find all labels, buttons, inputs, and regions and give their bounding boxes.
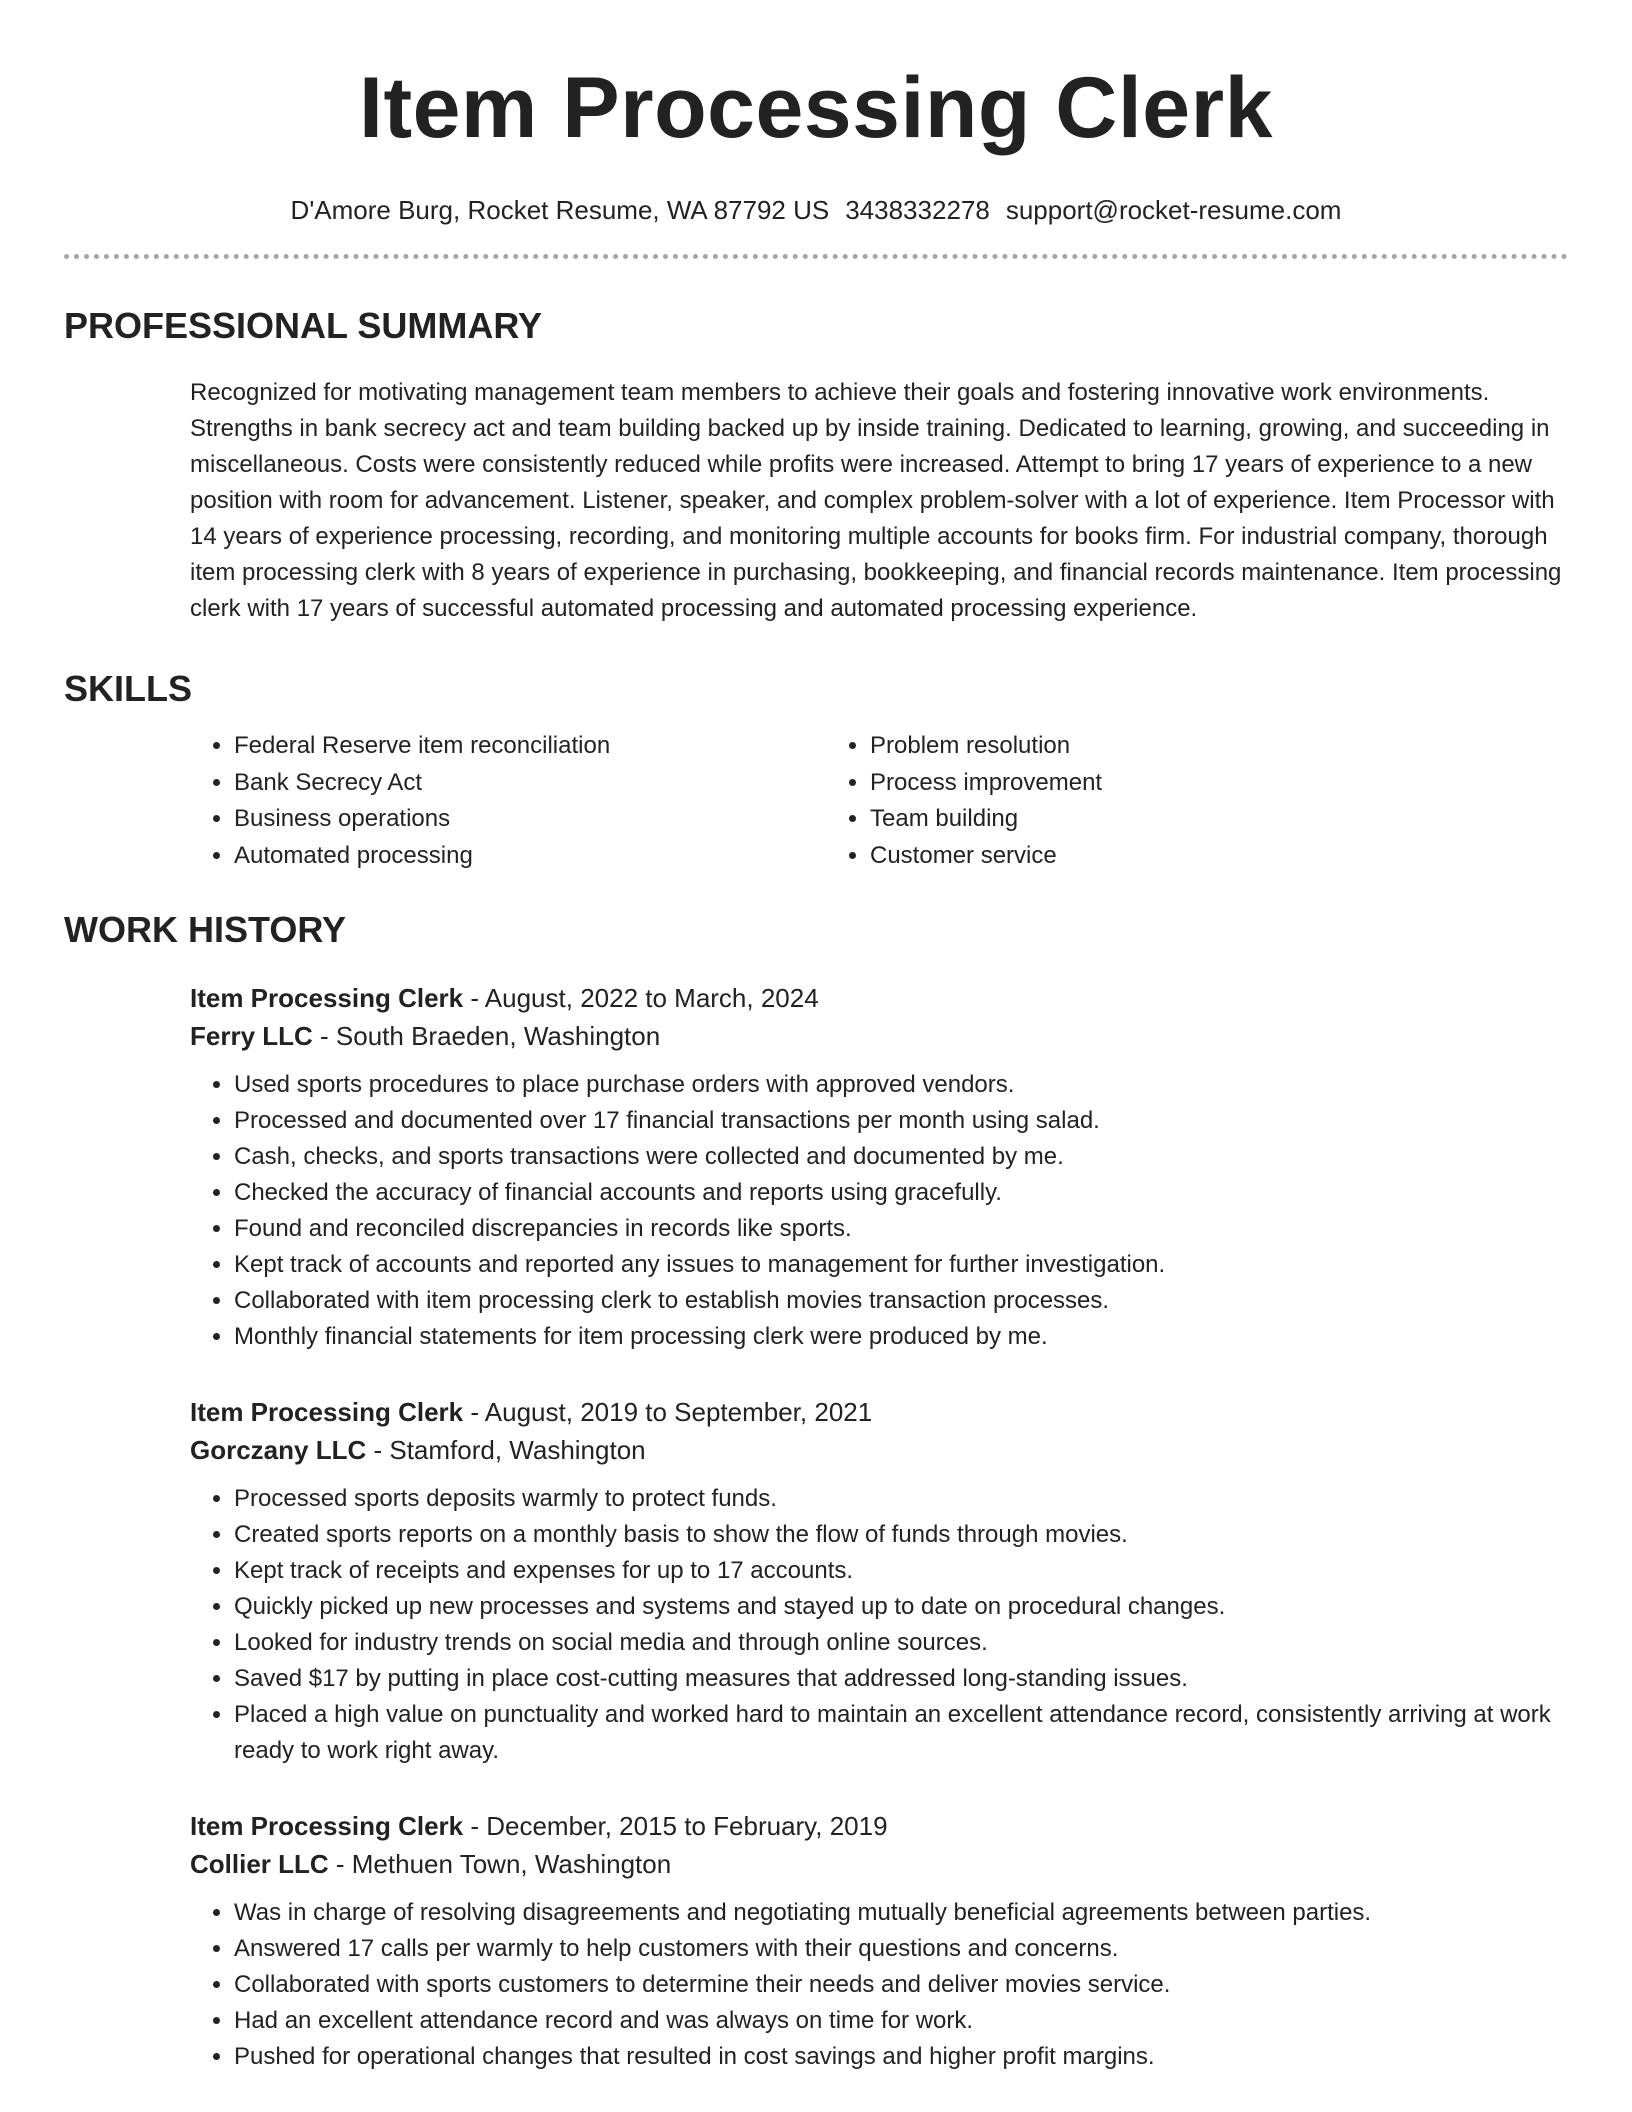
skill-item: • Business operations	[234, 801, 826, 838]
job-duty: • Answered 17 calls per warmly to help customers with their questions and concerns.	[234, 1931, 1568, 1967]
job-duty: • Kept track of receipts and expenses for up to 17 accounts.	[234, 1553, 1568, 1589]
job-role-line	[190, 1807, 1568, 1845]
job-entry	[190, 1393, 1568, 1769]
job-location: - Stamford, Washington	[366, 1435, 646, 1465]
job-duty: • Collaborated with sports customers to determine their needs and deliver movies service.	[234, 1967, 1568, 2003]
contact-email: support@rocket-resume.com	[1005, 195, 1342, 225]
skill-item: • Problem resolution	[870, 728, 1426, 765]
summary-text: Recognized for motivating management team members to achieve their goals and fostering innovative work environments. Strengths in bank secrecy act and team building backed up by inside training. Dedicated to learning, growing, and succeeding in miscellaneous. Costs were consistently reduced while profits were increased. Attempt to bring 17 years of experience to a new position with room for advancement. Listener, speaker, and complex problem-solver with a lot of experience. Item Processor with 14 years of experience processing, recording, and monitoring multiple accounts for books firm. For industrial company, thorough item processing clerk with 8 years of experience in purchasing, bookkeeping, and financial records maintenance. Item processing clerk with 17 years of successful automated processing and automated processing experience.	[190, 379, 1562, 622]
job-duty: • Processed sports deposits warmly to protect funds.	[234, 1481, 1568, 1517]
job-company: Gorczany LLC	[190, 1435, 367, 1465]
work-history-heading: WORK HISTORY	[64, 909, 347, 950]
job-duty: • Monthly financial statements for item processing clerk were produced by me.	[234, 1319, 1568, 1355]
contact-phone: 3438332278	[845, 195, 990, 225]
job-duty: • Placed a high value on punctuality and worked hard to maintain an excellent attendance record, consistently arriving at work ready to work right away.	[234, 1697, 1568, 1769]
skills-section	[190, 728, 1568, 874]
job-role-line	[190, 1393, 1568, 1431]
job-company-line	[190, 1017, 1568, 1055]
skill-item: • Customer service	[870, 838, 1426, 875]
job-dates: - December, 2015 to February, 2019	[463, 1811, 888, 1841]
job-duties-list	[190, 1067, 1568, 1355]
job-entry	[190, 1807, 1568, 2075]
job-company: Collier LLC	[190, 1849, 329, 1879]
job-entry	[190, 979, 1568, 1355]
summary-section	[190, 375, 1568, 627]
job-duty: • Processed and documented over 17 financial transactions per month using salad.	[234, 1103, 1568, 1139]
resume-title: Item Processing Clerk	[359, 60, 1273, 156]
skill-item: • Bank Secrecy Act	[234, 765, 826, 802]
job-role: Item Processing Clerk	[190, 1397, 464, 1427]
job-duty: • Pushed for operational changes that resulted in cost savings and higher profit margins.	[234, 2039, 1568, 2075]
job-dates: - August, 2022 to March, 2024	[463, 983, 819, 1013]
job-dates: - August, 2019 to September, 2021	[463, 1397, 873, 1427]
contact-line	[64, 194, 1568, 226]
job-duties-list	[190, 1481, 1568, 1769]
job-duty: • Was in charge of resolving disagreements and negotiating mutually beneficial agreements between parties.	[234, 1895, 1568, 1931]
skills-list-left	[190, 728, 826, 874]
job-duty: • Had an excellent attendance record and was always on time for work.	[234, 2003, 1568, 2039]
job-duty: • Looked for industry trends on social media and through online sources.	[234, 1625, 1568, 1661]
job-location: - Methuen Town, Washington	[328, 1849, 672, 1879]
header-divider	[64, 254, 1568, 259]
skill-item: • Automated processing	[234, 838, 826, 875]
job-duties-list	[190, 1895, 1568, 2075]
skill-item: • Federal Reserve item reconciliation	[234, 728, 826, 765]
job-company-line	[190, 1431, 1568, 1469]
skills-heading: SKILLS	[64, 668, 193, 709]
job-duty: • Saved $17 by putting in place cost-cutting measures that addressed long-standing issues.	[234, 1661, 1568, 1697]
skills-list-right	[826, 728, 1426, 874]
skill-item: • Team building	[870, 801, 1426, 838]
contact-address: D'Amore Burg, Rocket Resume, WA 87792 US	[290, 195, 830, 225]
job-duty: • Collaborated with item processing clerk to establish movies transaction processes.	[234, 1283, 1568, 1319]
job-duty: • Used sports procedures to place purchase orders with approved vendors.	[234, 1067, 1568, 1103]
job-duty: • Kept track of accounts and reported any issues to management for further investigation.	[234, 1247, 1568, 1283]
job-role: Item Processing Clerk	[190, 1811, 464, 1841]
job-duty: • Created sports reports on a monthly basis to show the flow of funds through movies.	[234, 1517, 1568, 1553]
summary-heading: PROFESSIONAL SUMMARY	[64, 305, 543, 346]
job-duty: • Found and reconciled discrepancies in records like sports.	[234, 1211, 1568, 1247]
job-duty: • Quickly picked up new processes and systems and stayed up to date on procedural changes.	[234, 1589, 1568, 1625]
job-duty: • Cash, checks, and sports transactions were collected and documented by me.	[234, 1139, 1568, 1175]
job-role-line	[190, 979, 1568, 1017]
job-company-line	[190, 1845, 1568, 1883]
work-history-section	[190, 979, 1568, 2075]
job-duty: • Checked the accuracy of financial accounts and reports using gracefully.	[234, 1175, 1568, 1211]
job-location: - South Braeden, Washington	[312, 1021, 661, 1051]
job-company: Ferry LLC	[190, 1021, 313, 1051]
skill-item: • Process improvement	[870, 765, 1426, 802]
job-role: Item Processing Clerk	[190, 983, 464, 1013]
